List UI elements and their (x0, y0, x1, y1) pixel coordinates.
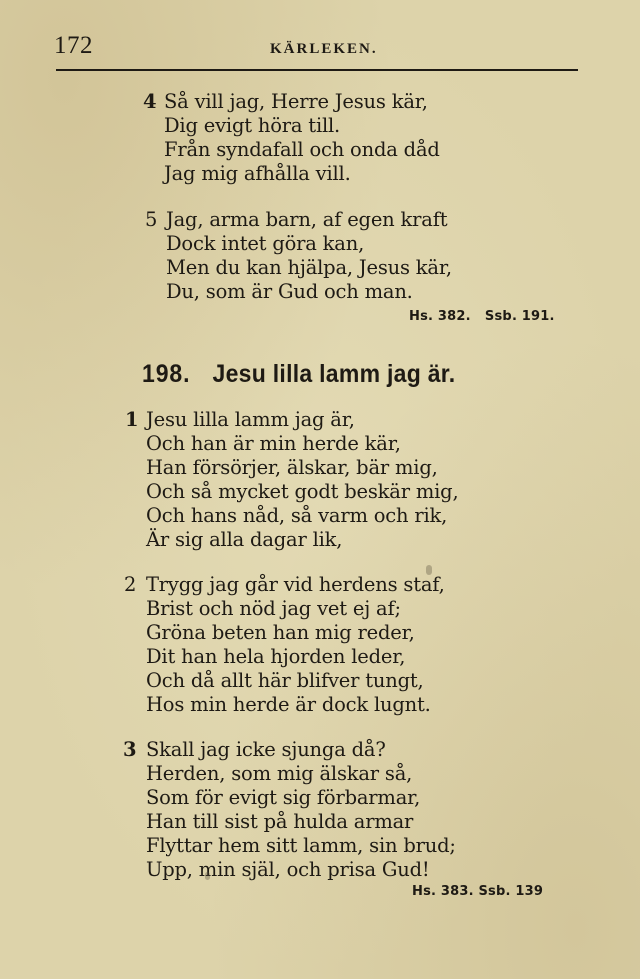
verse-line: Dock intet göra kan, (166, 232, 365, 255)
page-header (54, 32, 578, 62)
verse-line: Han försörjer, älskar, bär mig, (146, 456, 438, 479)
verse-line: Jag, arma barn, af egen kraft (166, 208, 448, 231)
hymn-reference: Hs. 382. Ssb. 191. (409, 309, 555, 324)
hymn-title: Jesu lilla lamm jag är. (212, 360, 456, 388)
page-number: 172 (54, 32, 93, 59)
verse-line: Du, som är Gud och man. (166, 280, 413, 303)
running-head: KÄRLEKEN. (270, 41, 378, 57)
verse-line: Hos min herde är dock lugnt. (146, 693, 431, 716)
verse-line: Dig evigt höra till. (164, 114, 341, 137)
verse-line: Är sig alla dagar lik, (146, 528, 343, 551)
paper-speck (426, 565, 432, 575)
header-rule (56, 69, 578, 71)
verse-number: 4 (143, 90, 157, 113)
verse-line: Upp, min själ, och prisa Gud! (146, 858, 430, 881)
verse-line: Skall jag icke sjunga då? (146, 738, 386, 761)
verse-line: Gröna beten han mig reder, (146, 621, 415, 644)
verse-line: Och då allt här blifver tungt, (146, 669, 424, 692)
verse-line: Och så mycket godt beskär mig, (146, 480, 459, 503)
verse-line: Och han är min herde kär, (146, 432, 401, 455)
verse-line: Och hans nåd, så varm och rik, (146, 504, 448, 527)
verse-line: Som för evigt sig förbarmar, (146, 786, 421, 809)
verse-number: 2 (124, 573, 137, 596)
verse-line: Brist och nöd jag vet ej af; (146, 597, 401, 620)
hymn-heading (142, 360, 455, 389)
verse-line: Från syndafall och onda dåd (164, 138, 440, 161)
verse-line: Jesu lilla lamm jag är, (146, 408, 355, 431)
paper-speck (205, 872, 210, 880)
verse-number: 1 (125, 408, 139, 431)
verse-line: Jag mig afhålla vill. (164, 162, 351, 185)
verse-line: Trygg jag går vid herdens staf, (146, 573, 445, 596)
verse-line: Han till sist på hulda armar (146, 810, 414, 833)
hymn-number: 198. (142, 360, 191, 388)
verse-line: Herden, som mig älskar så, (146, 762, 413, 785)
verse-line: Men du kan hjälpa, Jesus kär, (166, 256, 452, 279)
verse-line: Flyttar hem sitt lamm, sin brud; (146, 834, 456, 857)
verse-number: 5 (145, 208, 158, 231)
verse-number: 3 (123, 738, 137, 761)
verse-line: Dit han hela hjorden leder, (146, 645, 406, 668)
verse-line: Så vill jag, Herre Jesus kär, (164, 90, 428, 113)
hymn-reference: Hs. 383. Ssb. 139 (412, 884, 544, 899)
